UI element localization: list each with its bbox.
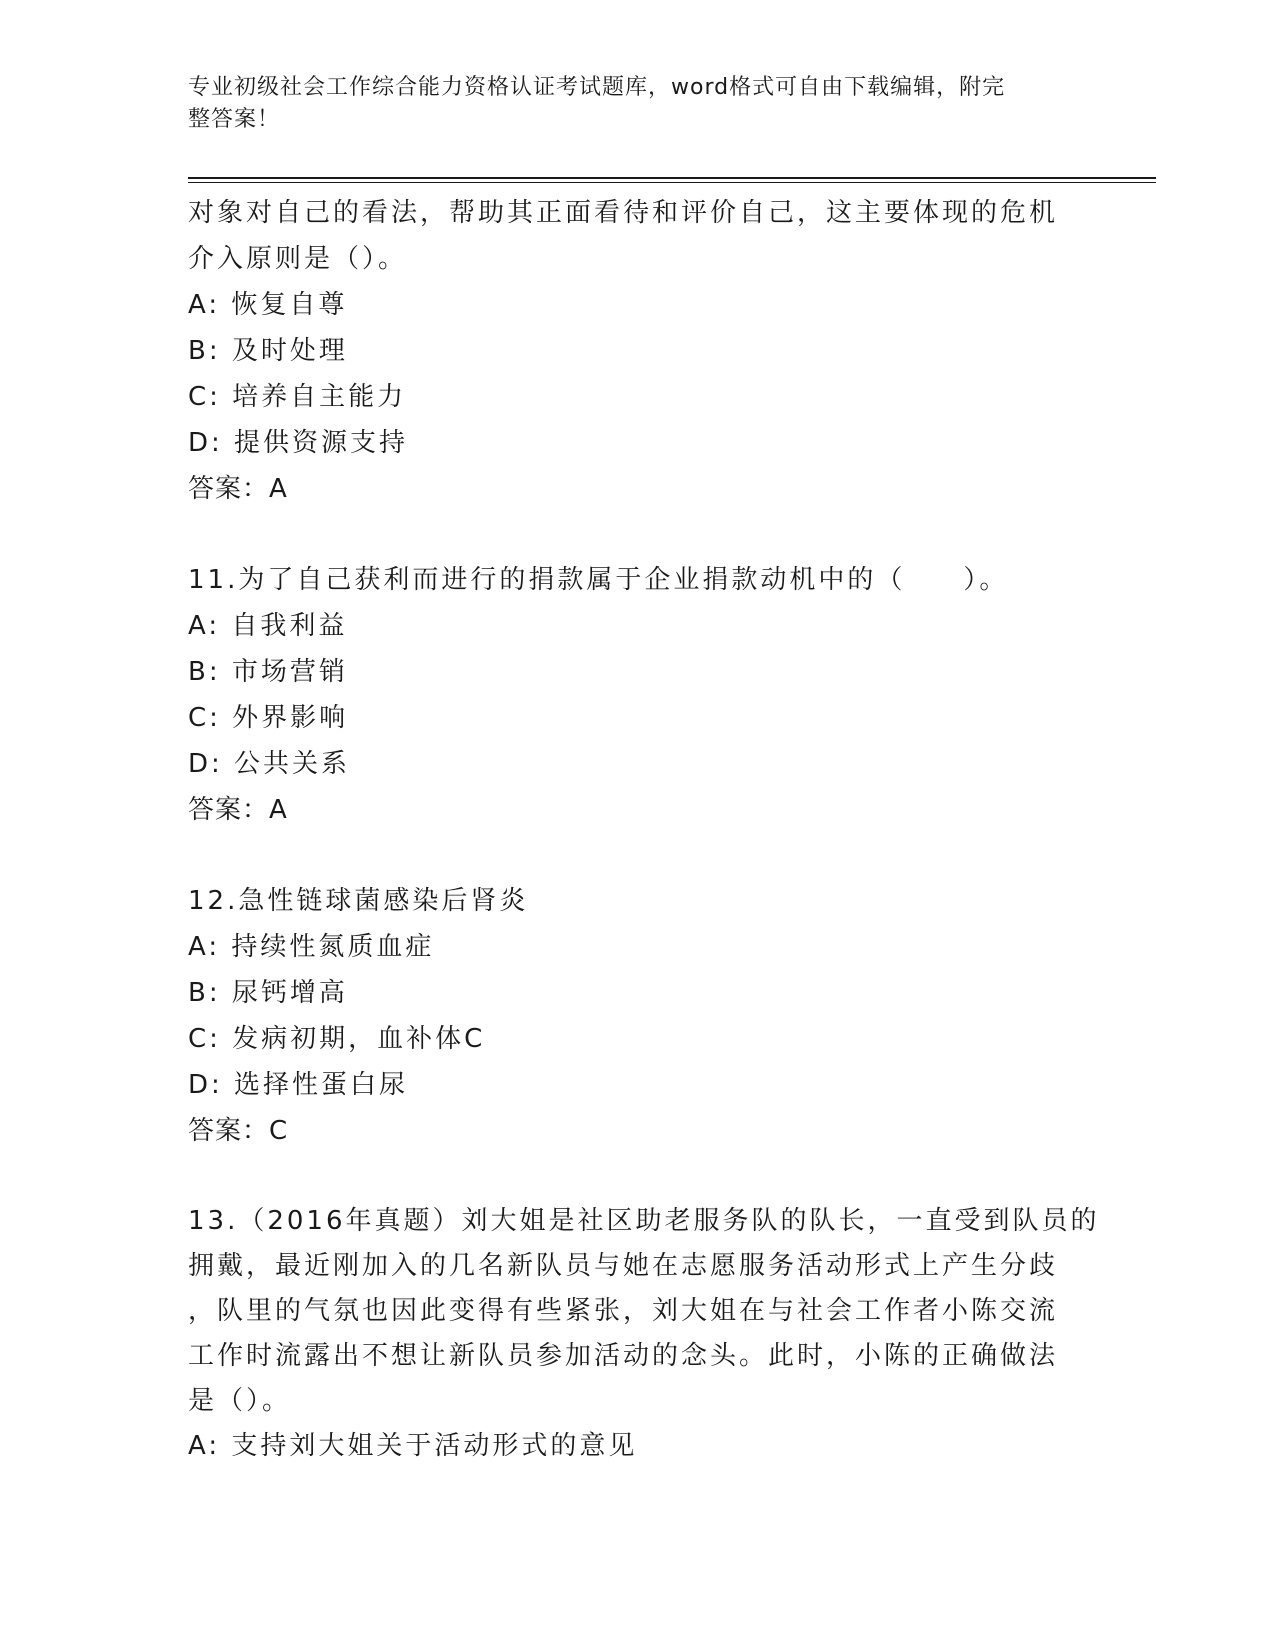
answer-line: 答案：A: [188, 474, 288, 504]
option-c: C: 发病初期，血补体C: [188, 1024, 486, 1054]
option-d: D: 提供资源支持: [188, 428, 409, 458]
question-block-12: [188, 878, 1088, 1154]
question-text-line: 对象对自己的看法，帮助其正面看待和评价自己，这主要体现的危机: [188, 198, 1059, 228]
answer-line: 答案：A: [188, 795, 288, 825]
header-rule-thick: [188, 177, 1156, 179]
option-d: D: 公共关系: [188, 749, 351, 779]
option-b: B: 尿钙增高: [188, 978, 348, 1008]
question-block-13: [188, 1199, 1100, 1469]
question-content: [188, 190, 1100, 1469]
question-block-10: [188, 190, 1088, 512]
page-header: [188, 72, 1068, 136]
spacer: [188, 512, 1088, 557]
option-c: C: 外界影响: [188, 703, 349, 733]
option-a: A: 支持刘大姐关于活动形式的意见: [188, 1431, 638, 1461]
header-rule-thin: [188, 182, 1156, 183]
question-text-line: 拥戴，最近刚加入的几名新队员与她在志愿服务活动形式上产生分歧: [188, 1251, 1059, 1281]
question-text: 12.急性链球菌感染后肾炎: [188, 886, 529, 916]
header-line-1: 专业初级社会工作综合能力资格认证考试题库，word格式可自由下载编辑，附完: [188, 75, 1006, 100]
question-text-line: 介入原则是（）。: [188, 244, 408, 274]
spacer: [188, 1154, 1088, 1199]
question-text-line: 是（）。: [188, 1386, 292, 1416]
option-b: B: 及时处理: [188, 336, 348, 366]
question-text-line: ，队里的气氛也因此变得有些紧张，刘大姐在与社会工作者小陈交流: [188, 1296, 1059, 1326]
question-text-line: 工作时流露出不想让新队员参加活动的念头。此时，小陈的正确做法: [188, 1341, 1059, 1371]
question-text: 11.为了自己获利而进行的捐款属于企业捐款动机中的（ ）。: [188, 565, 1009, 595]
option-c: C: 培养自主能力: [188, 382, 407, 412]
option-a: A: 持续性氮质血症: [188, 932, 435, 962]
spacer: [188, 833, 1088, 878]
option-a: A: 恢复自尊: [188, 290, 348, 320]
option-a: A: 自我利益: [188, 611, 348, 641]
option-b: B: 市场营销: [188, 657, 348, 687]
question-block-11: [188, 557, 1088, 833]
header-line-2: 整答案！: [188, 107, 281, 132]
option-d: D: 选择性蛋白尿: [188, 1070, 409, 1100]
question-text-line: 13.（2016年真题）刘大姐是社区助老服务队的队长，一直受到队员的: [188, 1206, 1100, 1236]
answer-line: 答案：C: [188, 1116, 289, 1146]
